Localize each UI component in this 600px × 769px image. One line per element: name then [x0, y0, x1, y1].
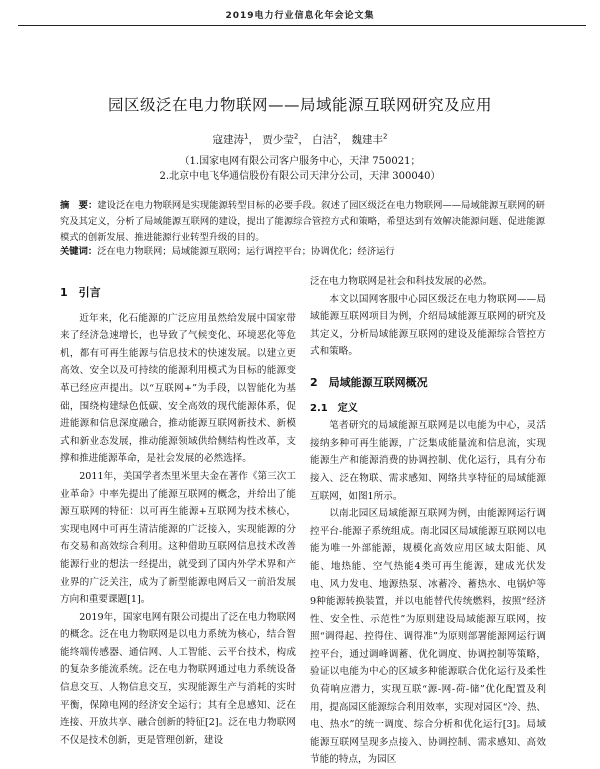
body-paragraph: 2011年，美国学者杰里米里夫金在著作《第三次工业革命》中率先提出了能源互联网的概念，并给出了能源互联网的特征：以可再生能源+互联网为技术核心，实现电网中可再生清洁能源的广泛接入，实现能源的分布交易和高效综合利用。这种借助互联网信息技术改善能源行业的想法一经提出，就受到了国内外学术界和产业界的广泛关注，成为了新型能源电网后又一前沿发展方向和重要课题[1]。 [60, 470, 296, 606]
header-rule [18, 25, 586, 26]
body-paragraph: 本文以国网客服中心园区级泛在电力物联网——局域能源互联网项目为例，介绍局域能源互联网的研究及其定义，分析局域能源互联网的建设及能源综合管控方式和策略。 [310, 293, 546, 358]
left-column [60, 284, 296, 749]
author-affiliation-mark: 2 [293, 132, 299, 141]
subsection-heading-definition: 2.1 定义 [310, 402, 358, 414]
author-affiliation-mark: 2 [382, 132, 388, 141]
keywords-label: 关键词： [60, 246, 98, 257]
author-name: 寇建涛 [212, 134, 245, 146]
author-affiliation-mark: 2 [333, 132, 338, 141]
affiliation-1: （1.国家电网有限公司客户服务中心，天津 750021； [179, 156, 421, 167]
body-paragraph-continued: 泛在电力物联网是社会和科技发展的必然。 [310, 276, 493, 287]
author-affiliation-mark: 1 [244, 132, 249, 141]
abstract-label: 摘 要： [60, 200, 98, 211]
body-paragraph: 笔者研究的局域能源互联网是以电能为中心，灵活接纳多种可再生能源，广泛集成能量流和信息流，实现能源生产和能源消费的协调控制、优化运行，具有分布接入、泛在物联、需求感知、网络共享特征的局域能源互联网，如图1所示。 [310, 420, 546, 502]
running-head: 2019电力行业信息化年会论文集 [225, 11, 375, 21]
abstract-text: 建设泛在电力物联网是实现能源转型目标的必要手段。叙述了园区级泛在电力物联网——局域能源互联网的研究及其定义，分析了局域能源互联网的建设，提出了能源综合管控方式和策略，希望达到有效解决能源问题、促进能源模式的创新发展、推进能源行业转型升级的目的。 [60, 200, 545, 243]
keywords-text: 泛在电力物联网；局域能源互联网；运行调控平台；协调优化；经济运行 [97, 246, 395, 257]
abstract [60, 198, 545, 246]
author-name: 白洁 [312, 134, 334, 146]
body-paragraph: 2019年，国家电网有限公司提出了泛在电力物联网的概念。泛在电力物联网是以电力系统为核心，结合智能终端传感器、通信网、人工智能、云平台技术，构成的复杂多能流系统。泛在电力物联网通过电力系统设备信息交互、人物信息交互，实现能源生产与消耗的实时平衡，保障电网的经济安全运行；其有全息感知、泛在连接、开放共享、融合创新的特征[2]。泛在电力物联网不仅是技术创新，更是管理创新，建设 [60, 611, 296, 746]
body-paragraph: 近年来，化石能源的广泛应用虽然给发展中国家带来了经济急速增长，也导致了气候变化、环境恶化等危机，都有可再生能源与信息技术的快速发展。以建立更高效、安全以及可持续的能源利用模式为目标的能源变革已经应声提出。以“互联网+”为手段，以智能化为基础，围绕构建绿色低碳、安全高效的现代能源体系，促进能源和信息深度融合，推动能源互联网新技术、新模式和新业态发展，推动能源领域供给侧结构性改革，支撑和推进能源革命，是社会发展的必然选择。 [60, 312, 296, 465]
right-column [310, 273, 546, 769]
author-name: 魏建丰 [351, 134, 383, 146]
author-name: 贾少莹 [262, 134, 294, 146]
keywords [60, 244, 545, 260]
author-line: 寇建涛$^1$， 贾少莹$^2$， 白洁$^2$， 魏建丰$^2$ [212, 132, 388, 146]
body-paragraph: 以南北园区局域能源互联网为例，由能源网运行调控平台-能源子系统组成。南北园区局域能源互联网以电能为唯一外部能源，规模化高效应用区域太阳能、风能、地热能、空气热能4类可再生能源，建成光伏发电、风力发电、地源热泵、冰蓄冷、蓄热水、电锅炉等9种能源转换装置，并以电能替代传统燃料，按照“经济性、安全性、示范性”为原则建设局域能源互联网，按照“调得起、控得住、调得准”为原则部署能源网运行调控平台，通过调峰调蓄、优化调度、协调控制等策略，验证以电能为中心的区域多种能源联合优化运行及柔性负荷响应潜力，实现互联“源-网-荷-储”优化配置及利用，提高园区能源综合利用效率，实现对园区“冷、热、电、热水”的统一调度、综合分析和优化运行[3]。局域能源互联网呈现多点接入、协调控制、需求感知、高效节能的特点，为园区 [310, 508, 546, 766]
affiliation-2: 2.北京中电飞华通信股份有限公司天津分公司，天津 300040） [159, 171, 441, 182]
section-heading-overview: 2 局域能源互联网概况 [310, 375, 428, 389]
section-heading-introduction: 1 引言 [60, 286, 101, 299]
paper-title: 园区级泛在电力物联网——局域能源互联网研究及应用 [107, 96, 492, 114]
